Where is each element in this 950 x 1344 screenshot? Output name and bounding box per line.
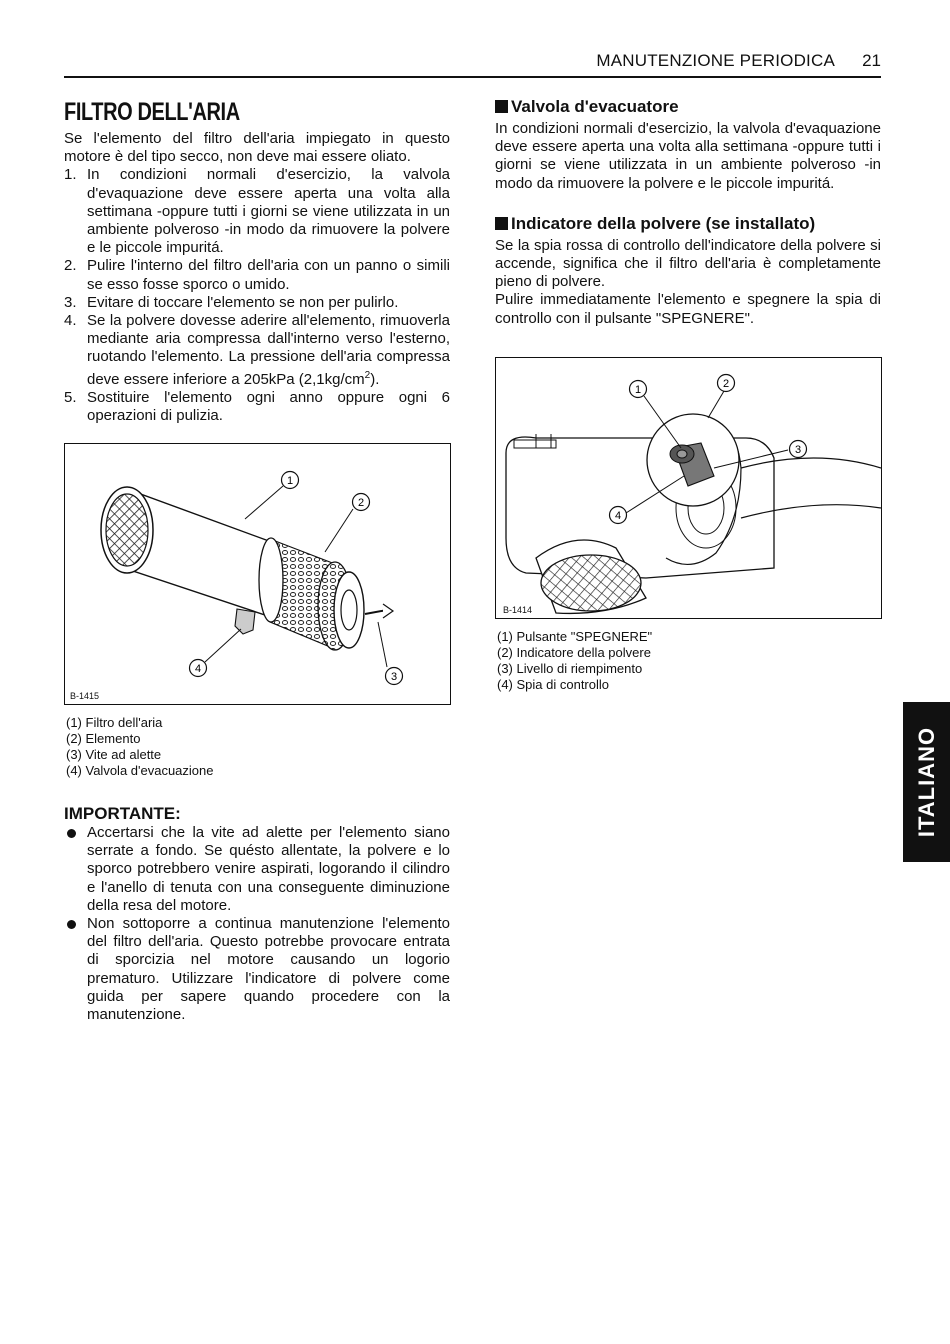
- callout-1-circle: [279, 469, 301, 491]
- step-number: 4.: [64, 312, 77, 330]
- callout-1: 1: [286, 475, 294, 487]
- step-text: Evitare di toccare l'elemento se non per pulirlo.: [87, 293, 399, 311]
- callout-4: 4: [614, 510, 622, 522]
- maintenance-steps: [64, 166, 450, 425]
- important-title: IMPORTANTE:: [64, 804, 181, 823]
- caption-item: (3) Vite ad alette: [66, 747, 162, 762]
- language-tab: [903, 702, 950, 862]
- callout-4-circle: [607, 504, 629, 526]
- left-column: [64, 96, 450, 425]
- left-figure-captions: [66, 715, 214, 779]
- step-item: [64, 312, 450, 389]
- indicator-paragraph-1: Se la spia rossa di controllo dell'indicatore della polvere si accende, significa che il filtro dell'aria è completamente pieno di polvere.: [495, 236, 881, 291]
- caption-item: (2) Elemento: [66, 731, 141, 746]
- important-block: [64, 804, 450, 1024]
- figure-code: B-1414: [503, 605, 533, 615]
- square-bullet-icon: [495, 100, 508, 113]
- indicator-paragraph-2: Pulire immediatamente l'elemento e spegnere la spia di controllo con il pulsante "SPEGNERE".: [495, 291, 881, 327]
- step-item: [64, 257, 450, 293]
- step-number: 3.: [64, 293, 77, 311]
- callout-3: 3: [390, 671, 398, 683]
- caption-item: (4) Spia di controllo: [497, 677, 609, 692]
- air-filter-figure: [64, 443, 451, 705]
- section-header-title: MANUTENZIONE PERIODICA: [596, 51, 835, 70]
- dust-indicator-figure: [495, 357, 882, 619]
- callout-3: 3: [794, 444, 802, 456]
- step-item: [64, 294, 450, 312]
- right-figure-captions: [497, 629, 652, 693]
- important-list: [64, 824, 450, 1024]
- step-text-tail: ).: [370, 370, 380, 388]
- step-number: 2.: [64, 257, 77, 275]
- important-text: Accertarsi che la vite ad alette per l'elemento siano serrate a fondo. Se quésto allentate, la polvere e lo sporco potrebbero venire aspirati, logorando il cilindro e l'anello di tenuta con una conseguente diminuzione della resa del motore.: [87, 824, 450, 914]
- right-column: [495, 96, 881, 328]
- dust-indicator-illustration: [496, 358, 881, 618]
- step-item: [64, 389, 450, 425]
- callout-4-circle: [187, 657, 209, 679]
- callout-2: 2: [357, 497, 365, 509]
- caption-item: (1) Pulsante "SPEGNERE": [497, 629, 653, 644]
- important-item: [64, 915, 450, 1024]
- valve-heading: [495, 96, 881, 118]
- step-item: [64, 166, 450, 257]
- indicator-title: Indicatore della polvere (se installato): [511, 213, 816, 233]
- important-item: [64, 824, 450, 915]
- superscript: 2: [364, 369, 371, 381]
- callout-4: 4: [194, 663, 202, 675]
- caption-item: (1) Filtro dell'aria: [66, 715, 163, 730]
- valve-paragraph: In condizioni normali d'esercizio, la valvola d'evaquazione deve essere aperta una volta alla settimana -oppure tutti i giorni se viene utilizzata in un ambiente polveroso -in modo da rimuovere la polvere e le piccole impuritá.: [495, 120, 881, 192]
- caption-item: (2) Indicatore della polvere: [497, 645, 651, 660]
- step-text: Se la polvere dovesse aderire all'elemento, rimuoverla mediante aria compressa dall'interno verso l'esterno, ruotando l'elemento. La pressione dell'aria compressa deve essere inferiore a 205kPa (2,1kg/cm: [87, 312, 450, 388]
- bullet-icon: [67, 920, 76, 929]
- caption-item: (4) Valvola d'evacuazione: [66, 763, 214, 778]
- square-bullet-icon: [495, 217, 508, 230]
- callout-1: 1: [634, 384, 642, 396]
- step-text: Sostituire l'elemento ogni anno oppure ogni 6 operazioni di pulizia.: [87, 388, 450, 425]
- step-text: In condizioni normali d'esercizio, la valvola d'evaquazione deve essere aperta una volta alla settimana -oppure tutti i giorni se viene utilizzata in un ambiente polveroso -in modo da rimuovere la polvere e le piccole impuritá.: [87, 166, 450, 257]
- callout-3-circle: [787, 438, 809, 460]
- intro-paragraph: Se l'elemento del filtro dell'aria impiegato in questo motore è del tipo secco, non deve mai essere oliato.: [64, 130, 450, 166]
- section-title: FILTRO DELL'ARIA: [64, 98, 240, 126]
- valve-title: Valvola d'evacuatore: [511, 97, 679, 116]
- page-number: 21: [862, 51, 881, 70]
- step-number: 1.: [64, 166, 77, 184]
- indicator-heading: [495, 213, 881, 235]
- language-tab-label: ITALIANO: [913, 726, 939, 838]
- callout-2: 2: [722, 378, 730, 390]
- callout-1-circle: [627, 378, 649, 400]
- caption-item: (3) Livello di riempimento: [497, 661, 643, 676]
- important-text: Non sottoporre a continua manutenzione l'elemento del filtro dell'aria. Questo potrebbe provocare entrata di sporcizia nel motore causando un logorio prematuro. Utilizzare l'indicatore di polvere come guida per sapere quando procedere con la manutenzione.: [87, 915, 450, 1024]
- step-number: 5.: [64, 388, 77, 406]
- page-header: [64, 48, 881, 78]
- bullet-icon: [67, 829, 76, 838]
- callout-2-circle: [350, 491, 372, 513]
- step-text: Pulire l'interno del filtro dell'aria con un panno o simili se esso fosse sporco o umido.: [87, 257, 450, 293]
- callout-2-circle: [715, 372, 737, 394]
- figure-code: B-1415: [70, 691, 100, 701]
- callout-3-circle: [383, 665, 405, 687]
